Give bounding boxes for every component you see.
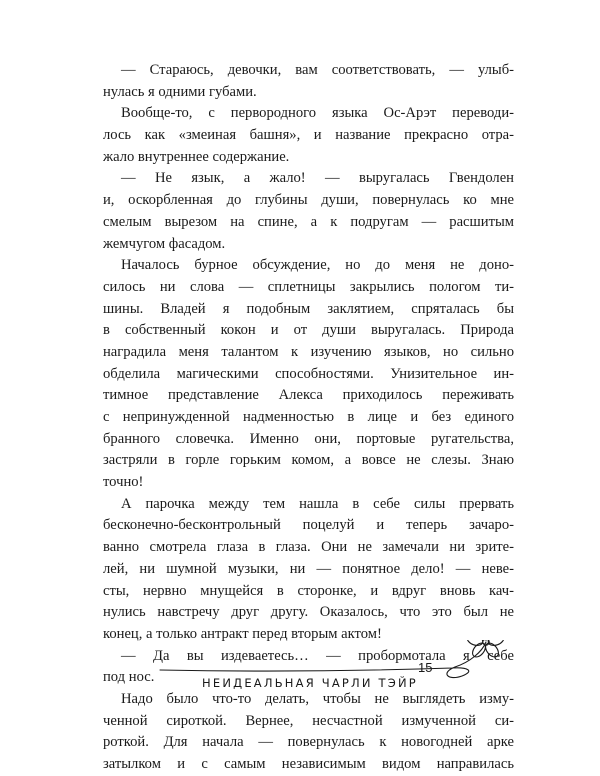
- running-title: НЕИДЕАЛЬНАЯ ЧАРЛИ ТЭЙР: [202, 676, 418, 690]
- text-line: — Не язык, а жало! — выругалась Гвендолен: [121, 170, 514, 187]
- text-line: роткой. Для начала — повернулась к новогодней арке: [103, 734, 514, 751]
- text-line: ченной сироткой. Вернее, несчастной измученной си-: [103, 712, 514, 729]
- text-line: Вообще-то, с первородного языка Ос-Арэт переводи-: [121, 105, 514, 122]
- text-line: под нос.: [103, 669, 155, 686]
- text-line: лей, ни шумной музыки, ни — понятное дело! — неве-: [103, 560, 514, 577]
- text-line: А парочка между тем нашла в себе силы прервать: [121, 495, 514, 512]
- text-line: точно!: [103, 474, 144, 491]
- text-line: в собственный кокон и от души выругалась. Природа: [103, 322, 514, 339]
- text-line: силось ни слова — сплетницы закрылись пологом ти-: [103, 278, 514, 295]
- text-line: Надо было что-то делать, чтобы не выглядеть изму-: [121, 690, 514, 707]
- text-line: сты, нервно мнущейся в сторонке, и вдруг вновь кач-: [103, 582, 514, 599]
- text-line: с непринужденной надменностью в лице и без единого: [103, 409, 514, 425]
- footer-decoration: [0, 640, 600, 750]
- text-line: ванно смотрела глаза в глаза. Они не замечали ни зрите-: [103, 539, 514, 556]
- text-line: бесконечно-бесконтрольный поцелуй и теперь зачаро-: [103, 517, 514, 534]
- text-line: жемчугом фасадом.: [103, 235, 226, 252]
- text-line: смелым вырезом на спине, а к подругам — расшитым: [103, 213, 514, 230]
- text-line: — Стараюсь, девочки, вам соответствовать, — улыб-: [121, 62, 514, 78]
- text-line: бранного словечка. Именно они, портовые ругательства,: [103, 430, 514, 447]
- page-number: 15: [418, 660, 433, 675]
- page-footer: [0, 640, 600, 750]
- text-line: тимное представление Алекса приходилось переживать: [103, 387, 514, 404]
- text-line: и, оскорбленная до глубины души, повернулась ко мне: [103, 192, 514, 209]
- text-line: конец, а только антракт перед вторым актом!: [103, 625, 382, 642]
- text-line: нулась я одними губами.: [103, 83, 257, 100]
- text-line: обделила магическими способностями. Унизительное ин-: [103, 365, 514, 382]
- text-line: шины. Владей я подобным заклятием, спряталась бы: [103, 300, 514, 317]
- text-line: нулись навстречу друг другу. Оказалось, что это был не: [103, 604, 514, 621]
- text-line: лось как «змеиная башня», и название прекрасно отра-: [103, 127, 514, 144]
- text-line: — Да вы издеваетесь… — пробормотала я себе: [121, 647, 514, 664]
- text-line: наградила меня талантом к изучению языков, но сильно: [103, 343, 514, 360]
- text-line: жало внутреннее содержание.: [103, 148, 290, 165]
- text-line: Началось бурное обсуждение, но до меня не доно-: [121, 257, 514, 274]
- text-line: затылком и с самым независимым видом направилась: [103, 756, 514, 772]
- text-line: застряли в горле горьким комом, а вовсе не слезы. Знаю: [103, 452, 514, 469]
